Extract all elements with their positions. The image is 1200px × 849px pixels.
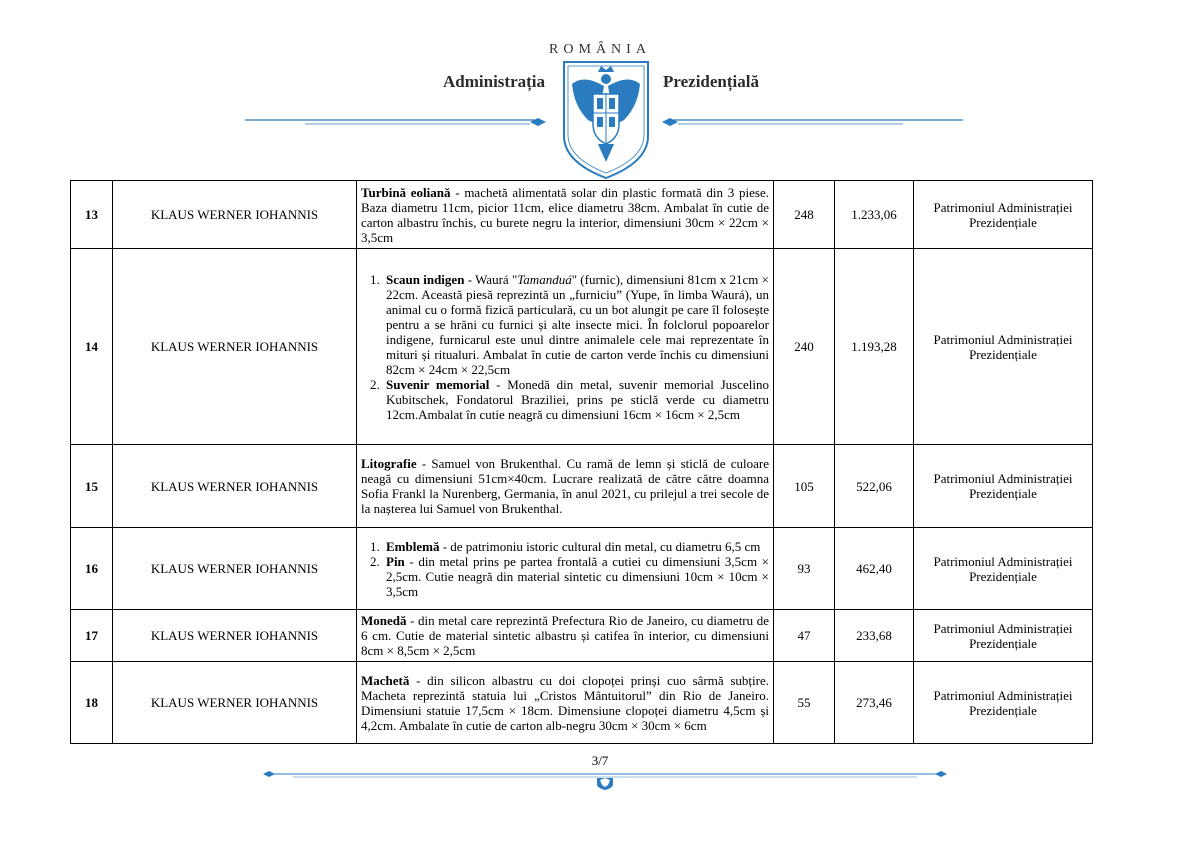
item-list [361, 539, 769, 599]
donations-table [70, 180, 1093, 744]
value-lei: 522,06 [835, 445, 914, 528]
table-row [71, 445, 1093, 528]
item-title: Emblemă [386, 538, 440, 554]
item-description [357, 610, 774, 662]
donor-name: KLAUS WERNER IOHANNIS [113, 662, 357, 744]
romanian-coat-of-arms-icon [560, 58, 652, 180]
value-euro: 248 [774, 181, 835, 249]
donor-name: KLAUS WERNER IOHANNIS [113, 249, 357, 445]
item-title: Pin [386, 553, 405, 569]
value-euro: 55 [774, 662, 835, 744]
list-item [383, 554, 769, 599]
donor-name: KLAUS WERNER IOHANNIS [113, 610, 357, 662]
value-lei: 233,68 [835, 610, 914, 662]
country-name: ROMÂNIA [549, 42, 651, 57]
header-divider-right [658, 112, 963, 132]
value-euro: 105 [774, 445, 835, 528]
destination: Patrimoniul Administrației Prezidențiale [914, 181, 1093, 249]
donor-name: KLAUS WERNER IOHANNIS [113, 528, 357, 610]
row-number: 18 [71, 662, 113, 744]
item-italic-name: Tamanduá [517, 271, 572, 287]
item-text: - Monedă din metal, suvenir memorial Juscelino Kubitschek, Fondatorul Braziliei, prins pe sticlă verde cu diametru 12cm.Ambalat în cutie neagră cu dimensiuni 16cm × 16cm × 2,5cm [386, 376, 769, 422]
table-row [71, 610, 1093, 662]
item-text: - machetă alimentată solar din plastic formată din 3 piese. Baza diametru 11cm, picior 11cm, elice diametru 38cm. Ambalat în cutie de carton albastru închis, cu burete negru la interior, dimensiuni 30cm × 22cm × 3,5cm [361, 184, 769, 245]
row-number: 17 [71, 610, 113, 662]
item-title: Turbină eoliană [361, 184, 451, 200]
row-number: 16 [71, 528, 113, 610]
item-description [357, 249, 774, 445]
row-number: 15 [71, 445, 113, 528]
value-euro: 240 [774, 249, 835, 445]
destination: Patrimoniul Administrației Prezidențiale [914, 662, 1093, 744]
item-title: Suvenir memorial [386, 376, 490, 392]
row-number: 14 [71, 249, 113, 445]
table-row [71, 249, 1093, 445]
institution-title-right: Prezidențială [663, 72, 759, 91]
value-lei: 273,46 [835, 662, 914, 744]
item-description [357, 662, 774, 744]
value-euro: 93 [774, 528, 835, 610]
value-lei: 1.233,06 [835, 181, 914, 249]
value-euro: 47 [774, 610, 835, 662]
table-row [71, 662, 1093, 744]
list-item [383, 272, 769, 377]
item-title: Monedă [361, 613, 407, 628]
value-lei: 462,40 [835, 528, 914, 610]
item-title: Litografie [361, 456, 417, 471]
page-number: 3/7 [591, 753, 609, 768]
item-text: - Samuel von Brukenthal. Cu ramă de lemn și sticlă de culoare neagă cu dimensiuni 51cm×40cm. Lucrare realizată de către către doamna Sofia Frankl la Nurenberg, Germania, în anul 2021, cu prilejul a trei secole de la nașterea lui Samuel von Brukenthal. [361, 456, 769, 516]
item-text: - din metal care reprezintă Prefectura Rio de Janeiro, cu diametru de 6 cm. Cutie de material sintetic albastru și catifea în interior, cu dimensiuni 8cm × 8,5cm × 2,5cm [361, 613, 769, 658]
item-text-pre: - Waurá " [464, 271, 518, 287]
footer-divider [263, 766, 947, 790]
destination: Patrimoniul Administrației Prezidențiale [914, 610, 1093, 662]
item-text: - din silicon albastru cu doi clopoței prinși cuo sârmă subțire. Macheta reprezintă statuia lui „Cristos Mântuitorul” din Rio de Janeiro. Dimensiuni statuie 17,5cm × 18cm. Dimensiune clopoței diametru 4,5cm și 4,2cm. Ambalate în cutie de carton alb-negru 30cm × 30cm × 6cm [361, 672, 769, 733]
item-text: - de patrimoniu istoric cultural din metal, cu diametru 6,5 cm [439, 538, 761, 554]
donor-name: KLAUS WERNER IOHANNIS [113, 181, 357, 249]
institution-title-left: Administrația [443, 72, 545, 91]
destination: Patrimoniul Administrației Prezidențiale [914, 249, 1093, 445]
destination: Patrimoniul Administrației Prezidențiale [914, 445, 1093, 528]
item-description [357, 445, 774, 528]
table-row [71, 181, 1093, 249]
table-row [71, 528, 1093, 610]
header-divider-left [245, 112, 550, 132]
list-item [383, 377, 769, 422]
item-text: " (furnic), dimensiuni 81cm x 21cm × 22cm. Această piesă reprezintă un „furniciu” (Yupe, în limba Waurá), un animal cu o formă fizică particulară, cu un bot alungit pe care îl folosește pentru a se hrăni cu furnici și alte insecte mici. În folclorul popoarelor indigene, furnicarul este unul dintre animalele cele mai reprezentate în mituri și ritualuri. Ambalat în cutie de carton verde închis cu dimensiuni 82cm × 24cm × 22,5cm [386, 271, 769, 377]
list-item [383, 539, 769, 554]
item-description [357, 528, 774, 610]
destination: Patrimoniul Administrației Prezidențiale [914, 528, 1093, 610]
row-number: 13 [71, 181, 113, 249]
item-list [361, 272, 769, 422]
value-lei: 1.193,28 [835, 249, 914, 445]
item-text: - din metal prins pe partea frontală a cutiei cu dimensiuni 3,5cm × 2,5cm. Cutie neagră din material sintetic cu dimensiuni 10cm × 10cm × 3,5cm [386, 553, 769, 599]
item-description [357, 181, 774, 249]
item-title: Scaun indigen [386, 271, 465, 287]
small-coat-of-arms-icon [597, 778, 613, 790]
donor-name: KLAUS WERNER IOHANNIS [113, 445, 357, 528]
item-title: Machetă [361, 672, 410, 688]
